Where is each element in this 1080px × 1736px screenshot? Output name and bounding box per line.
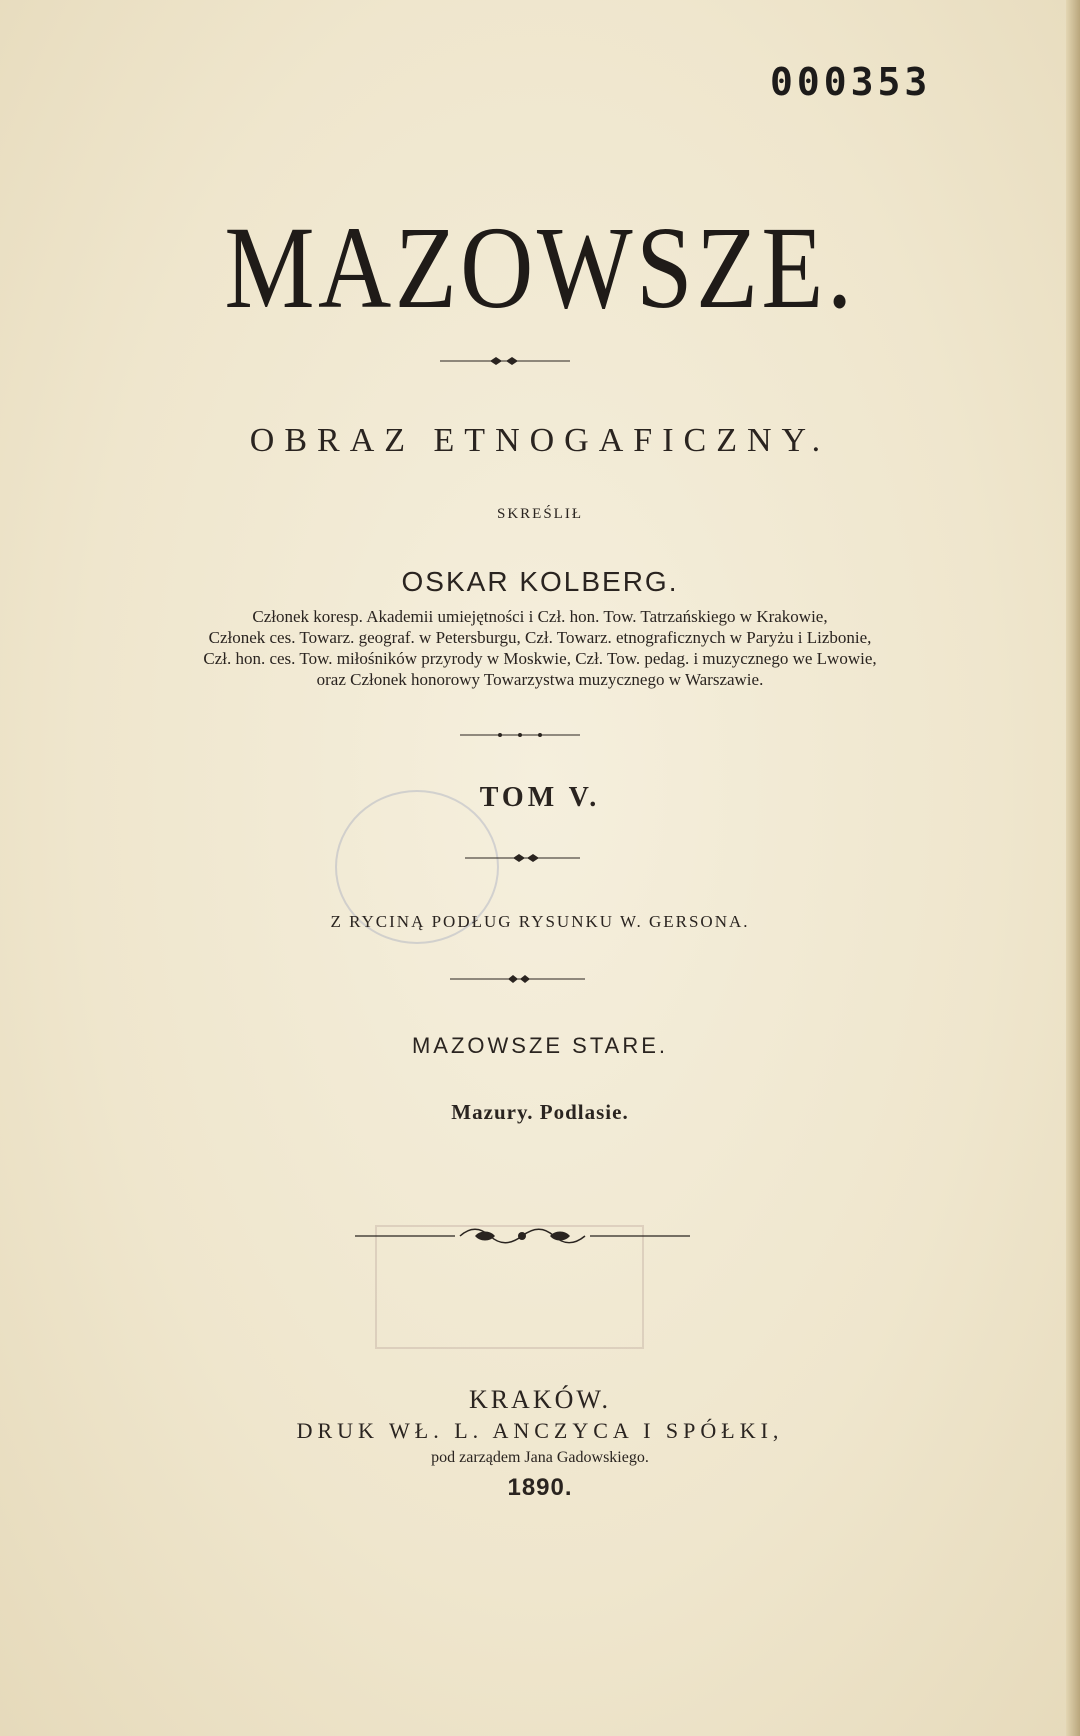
author-affiliations [130, 606, 950, 690]
volume-number: TOM V. [479, 782, 601, 813]
author-name: OSKAR KOLBERG. [401, 566, 679, 597]
affiliation-line: Czł. hon. ces. Tow. miłośników przyrody w Moskwie, Czł. Tow. pedag. i muzycznego we Lwowie, [203, 649, 877, 668]
byline-label: SKREŚLIŁ [496, 506, 583, 522]
publication-year: 1890. [507, 1474, 573, 1501]
book-title: MAZOWSZE. [224, 202, 856, 333]
catalog-number: 000353 [770, 60, 932, 104]
imprint-printer: DRUK WŁ. L. ANCZYCA I SPÓŁKI, [296, 1418, 784, 1443]
affiliation-line: Członek koresp. Akademii umiejętności i Czł. hon. Tow. Tatrzańskiego w Krakowie, [252, 607, 828, 626]
imprint-management: pod zarządem Jana Gadowskiego. [431, 1449, 649, 1466]
ornament-rule-1 [440, 355, 570, 367]
ornament-rule-2 [460, 730, 580, 740]
regions-subtitle: Mazury. Podlasie. [451, 1100, 629, 1124]
affiliation-line: oraz Członek honorowy Towarzystwa muzycznego w Warszawie. [316, 670, 764, 689]
ornament-rule-3 [465, 853, 580, 863]
book-subtitle: OBRAZ ETNOGAFICZNY. [249, 422, 831, 459]
imprint-city: KRAKÓW. [468, 1385, 612, 1414]
affiliation-line: Członek ces. Towarz. geograf. w Petersburgu, Czł. Towarz. etnograficznych w Paryżu i Lizbonie, [208, 628, 872, 647]
ornament-flourish [355, 1225, 690, 1247]
section-title: MAZOWSZE STARE. [411, 1033, 669, 1058]
ornament-rule-4 [450, 974, 585, 984]
illustration-note: Z RYCINĄ PODŁUG RYSUNKU W. GERSONA. [330, 912, 750, 931]
